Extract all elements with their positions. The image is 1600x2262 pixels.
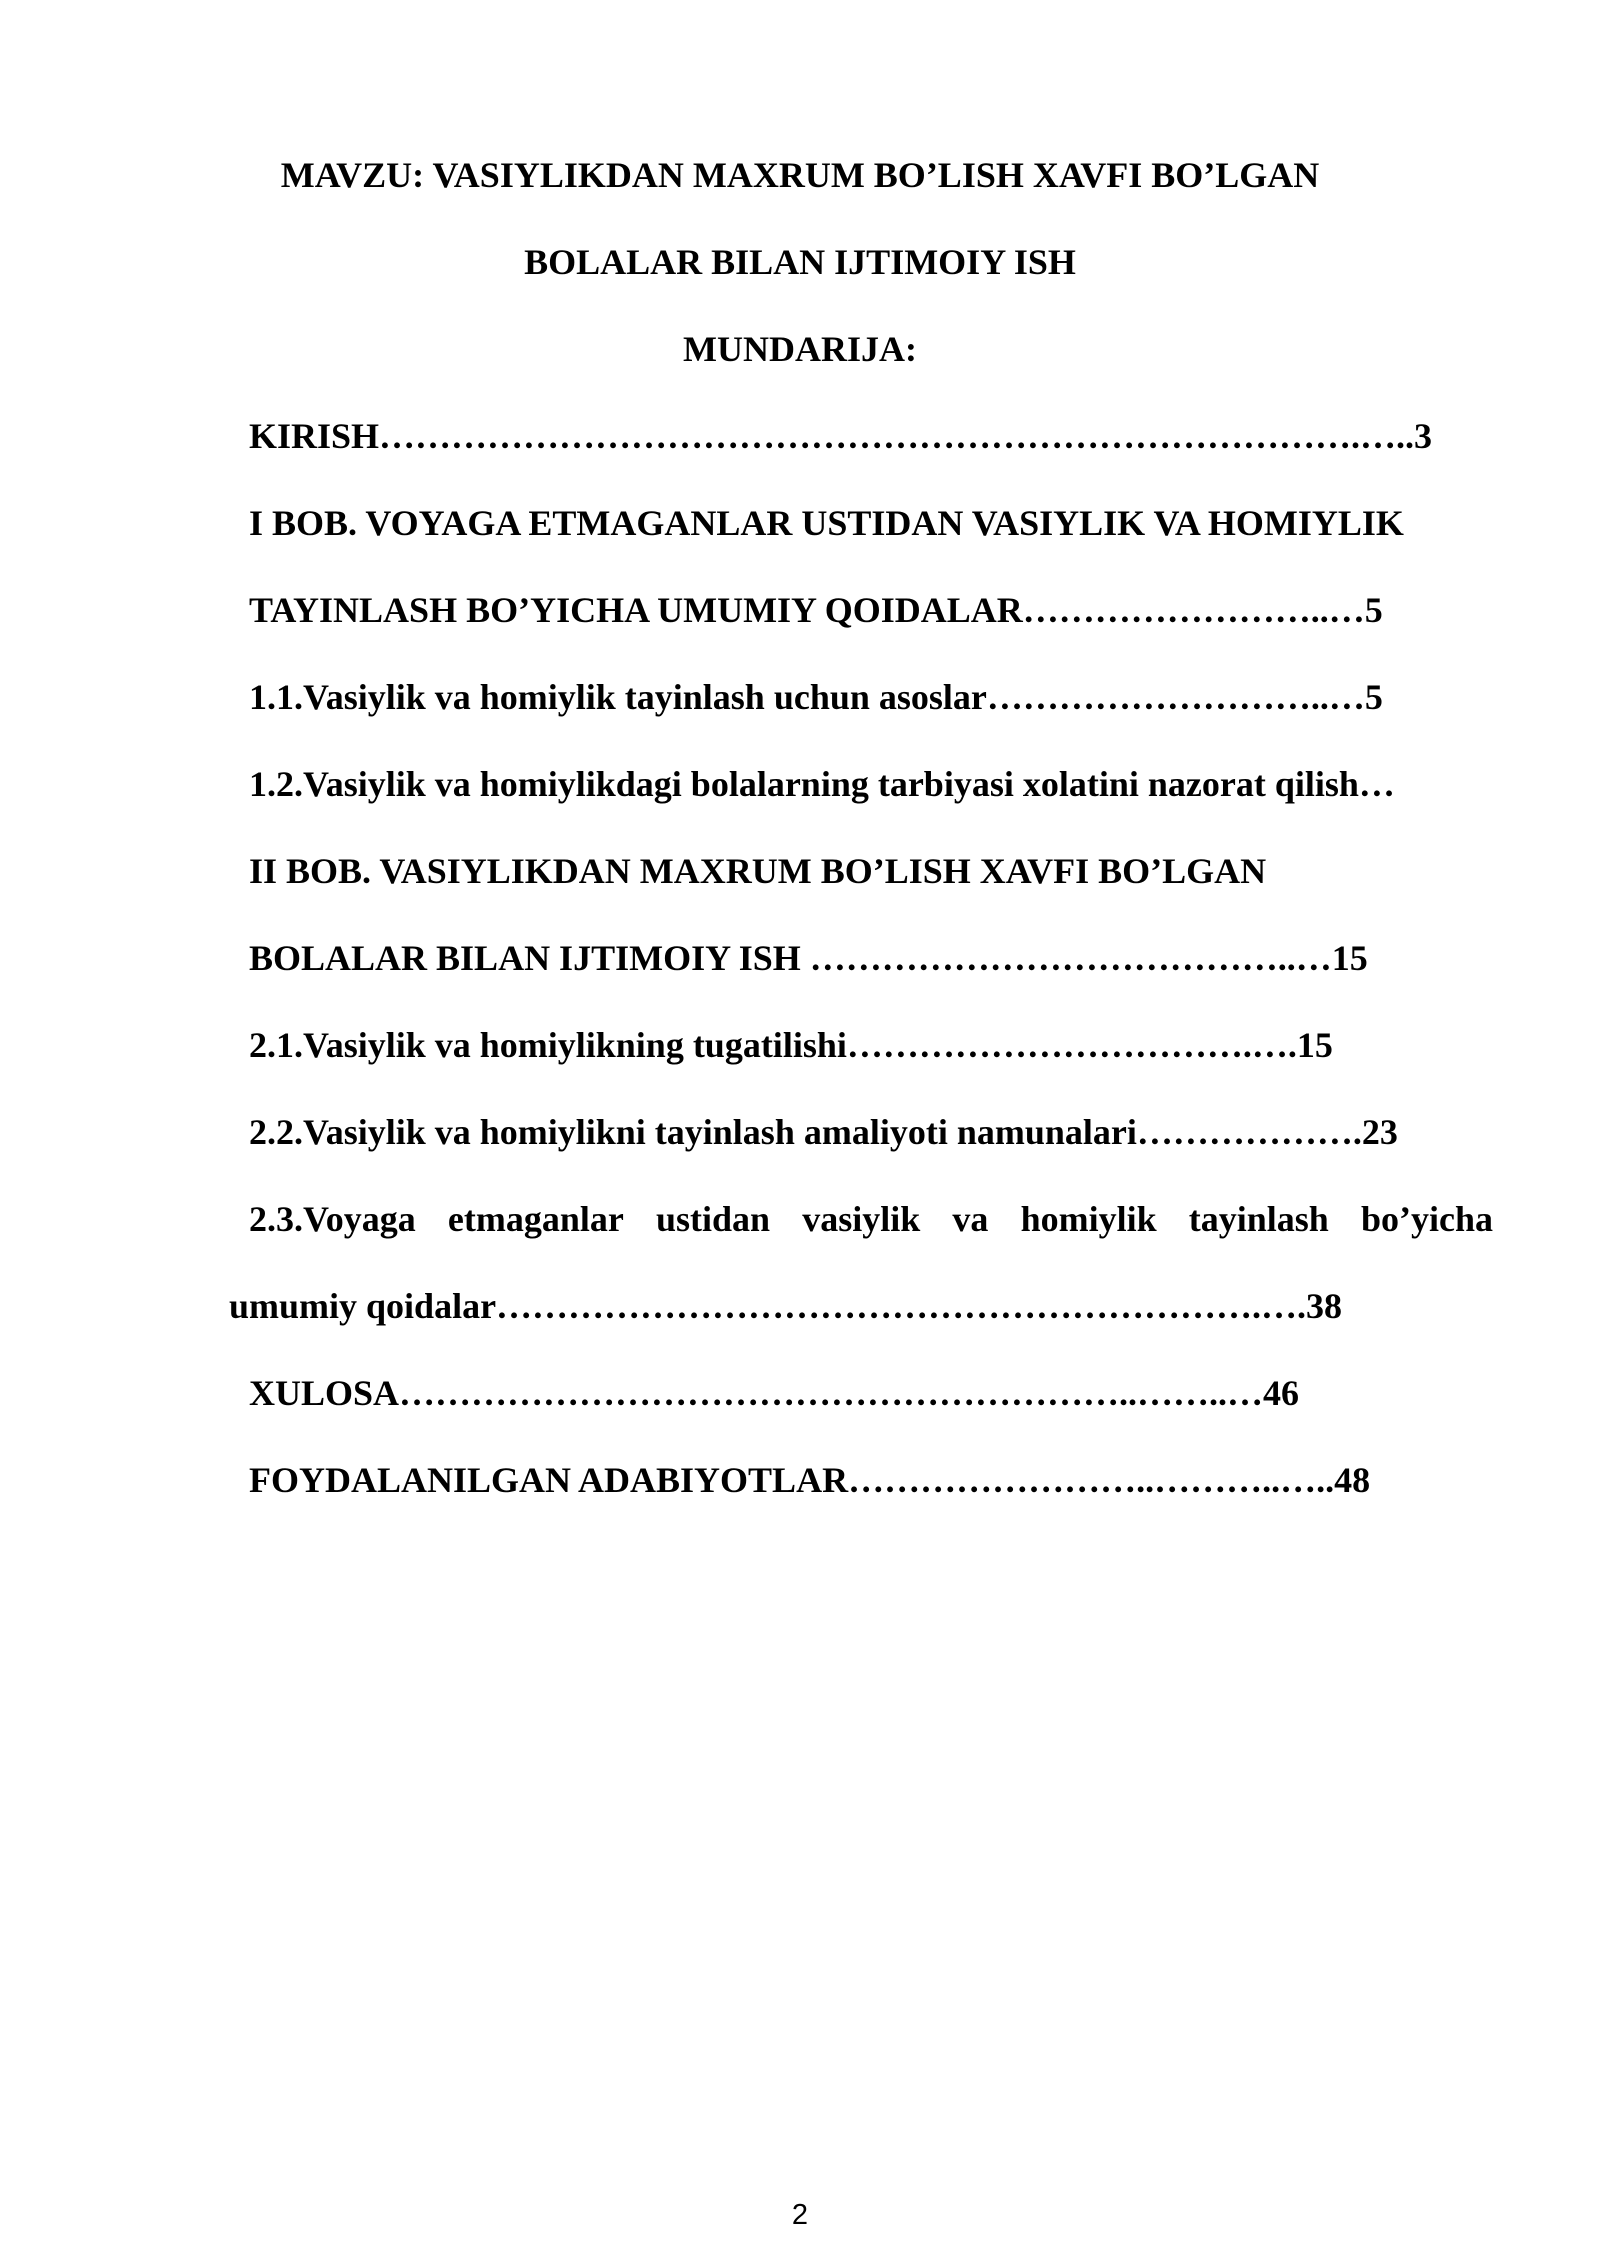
toc-word: etmaganlar: [447, 1199, 624, 1239]
toc-entry-intro: KIRISH……………………………………………………………………….…..3: [249, 416, 1433, 456]
toc-word: tayinlash: [1188, 1199, 1329, 1239]
toc-entry-section-2-2: 2.2.Vasiylik va homiylikni tayinlash amaliyoti namunalari……………….23: [249, 1112, 1398, 1152]
toc-entry-conclusion: XULOSA……………………………………………………..……..…46: [249, 1373, 1300, 1413]
toc-entry-references: FOYDALANILGAN ADABIYOTLAR……………………..………..…..48: [249, 1460, 1371, 1500]
toc-word: homiylik: [1020, 1199, 1157, 1239]
toc-entry-chapter-1-line-2: TAYINLASH BO’YICHA UMUMIY QOIDALAR……………………..…5: [249, 590, 1383, 630]
contents-heading: MUNDARIJA:: [683, 329, 917, 369]
toc-word: 2.3.Voyaga: [249, 1199, 416, 1239]
toc-entry-section-2-3-line-2: umumiy qoidalar……………………………………………………….….38: [229, 1286, 1343, 1326]
toc-entry-section-1-2: 1.2.Vasiylik va homiylikdagi bolalarning tarbiyasi xolatini nazorat qilish…: [249, 764, 1395, 804]
toc-entry-section-2-3-line-1: [249, 1197, 1493, 1241]
page-number: 2: [791, 2199, 809, 2231]
toc-entry-chapter-1-line-1: I BOB. VOYAGA ETMAGANLAR USTIDAN VASIYLIK VA HOMIYLIK: [249, 503, 1404, 543]
toc-word: va: [952, 1199, 989, 1239]
title-line-2: BOLALAR BILAN IJTIMOIY ISH: [524, 242, 1076, 282]
title-line-1: MAVZU: VASIYLIKDAN MAXRUM BO’LISH XAVFI BO’LGAN: [280, 155, 1320, 195]
toc-entry-chapter-2-line-1: II BOB. VASIYLIKDAN MAXRUM BO’LISH XAVFI BO’LGAN: [249, 851, 1267, 891]
toc-entry-section-2-1: 2.1.Vasiylik va homiylikning tugatilishi…………………………….….15: [249, 1025, 1333, 1065]
toc-entry-section-1-1: 1.1.Vasiylik va homiylik tayinlash uchun asoslar………………………..…5: [249, 677, 1383, 717]
toc-word: ustidan: [655, 1199, 771, 1239]
toc-entry-chapter-2-line-2: BOLALAR BILAN IJTIMOIY ISH …………………………………..…15: [249, 938, 1368, 978]
toc-word: vasiylik: [802, 1199, 921, 1239]
toc-word: bo’yicha: [1360, 1199, 1493, 1239]
